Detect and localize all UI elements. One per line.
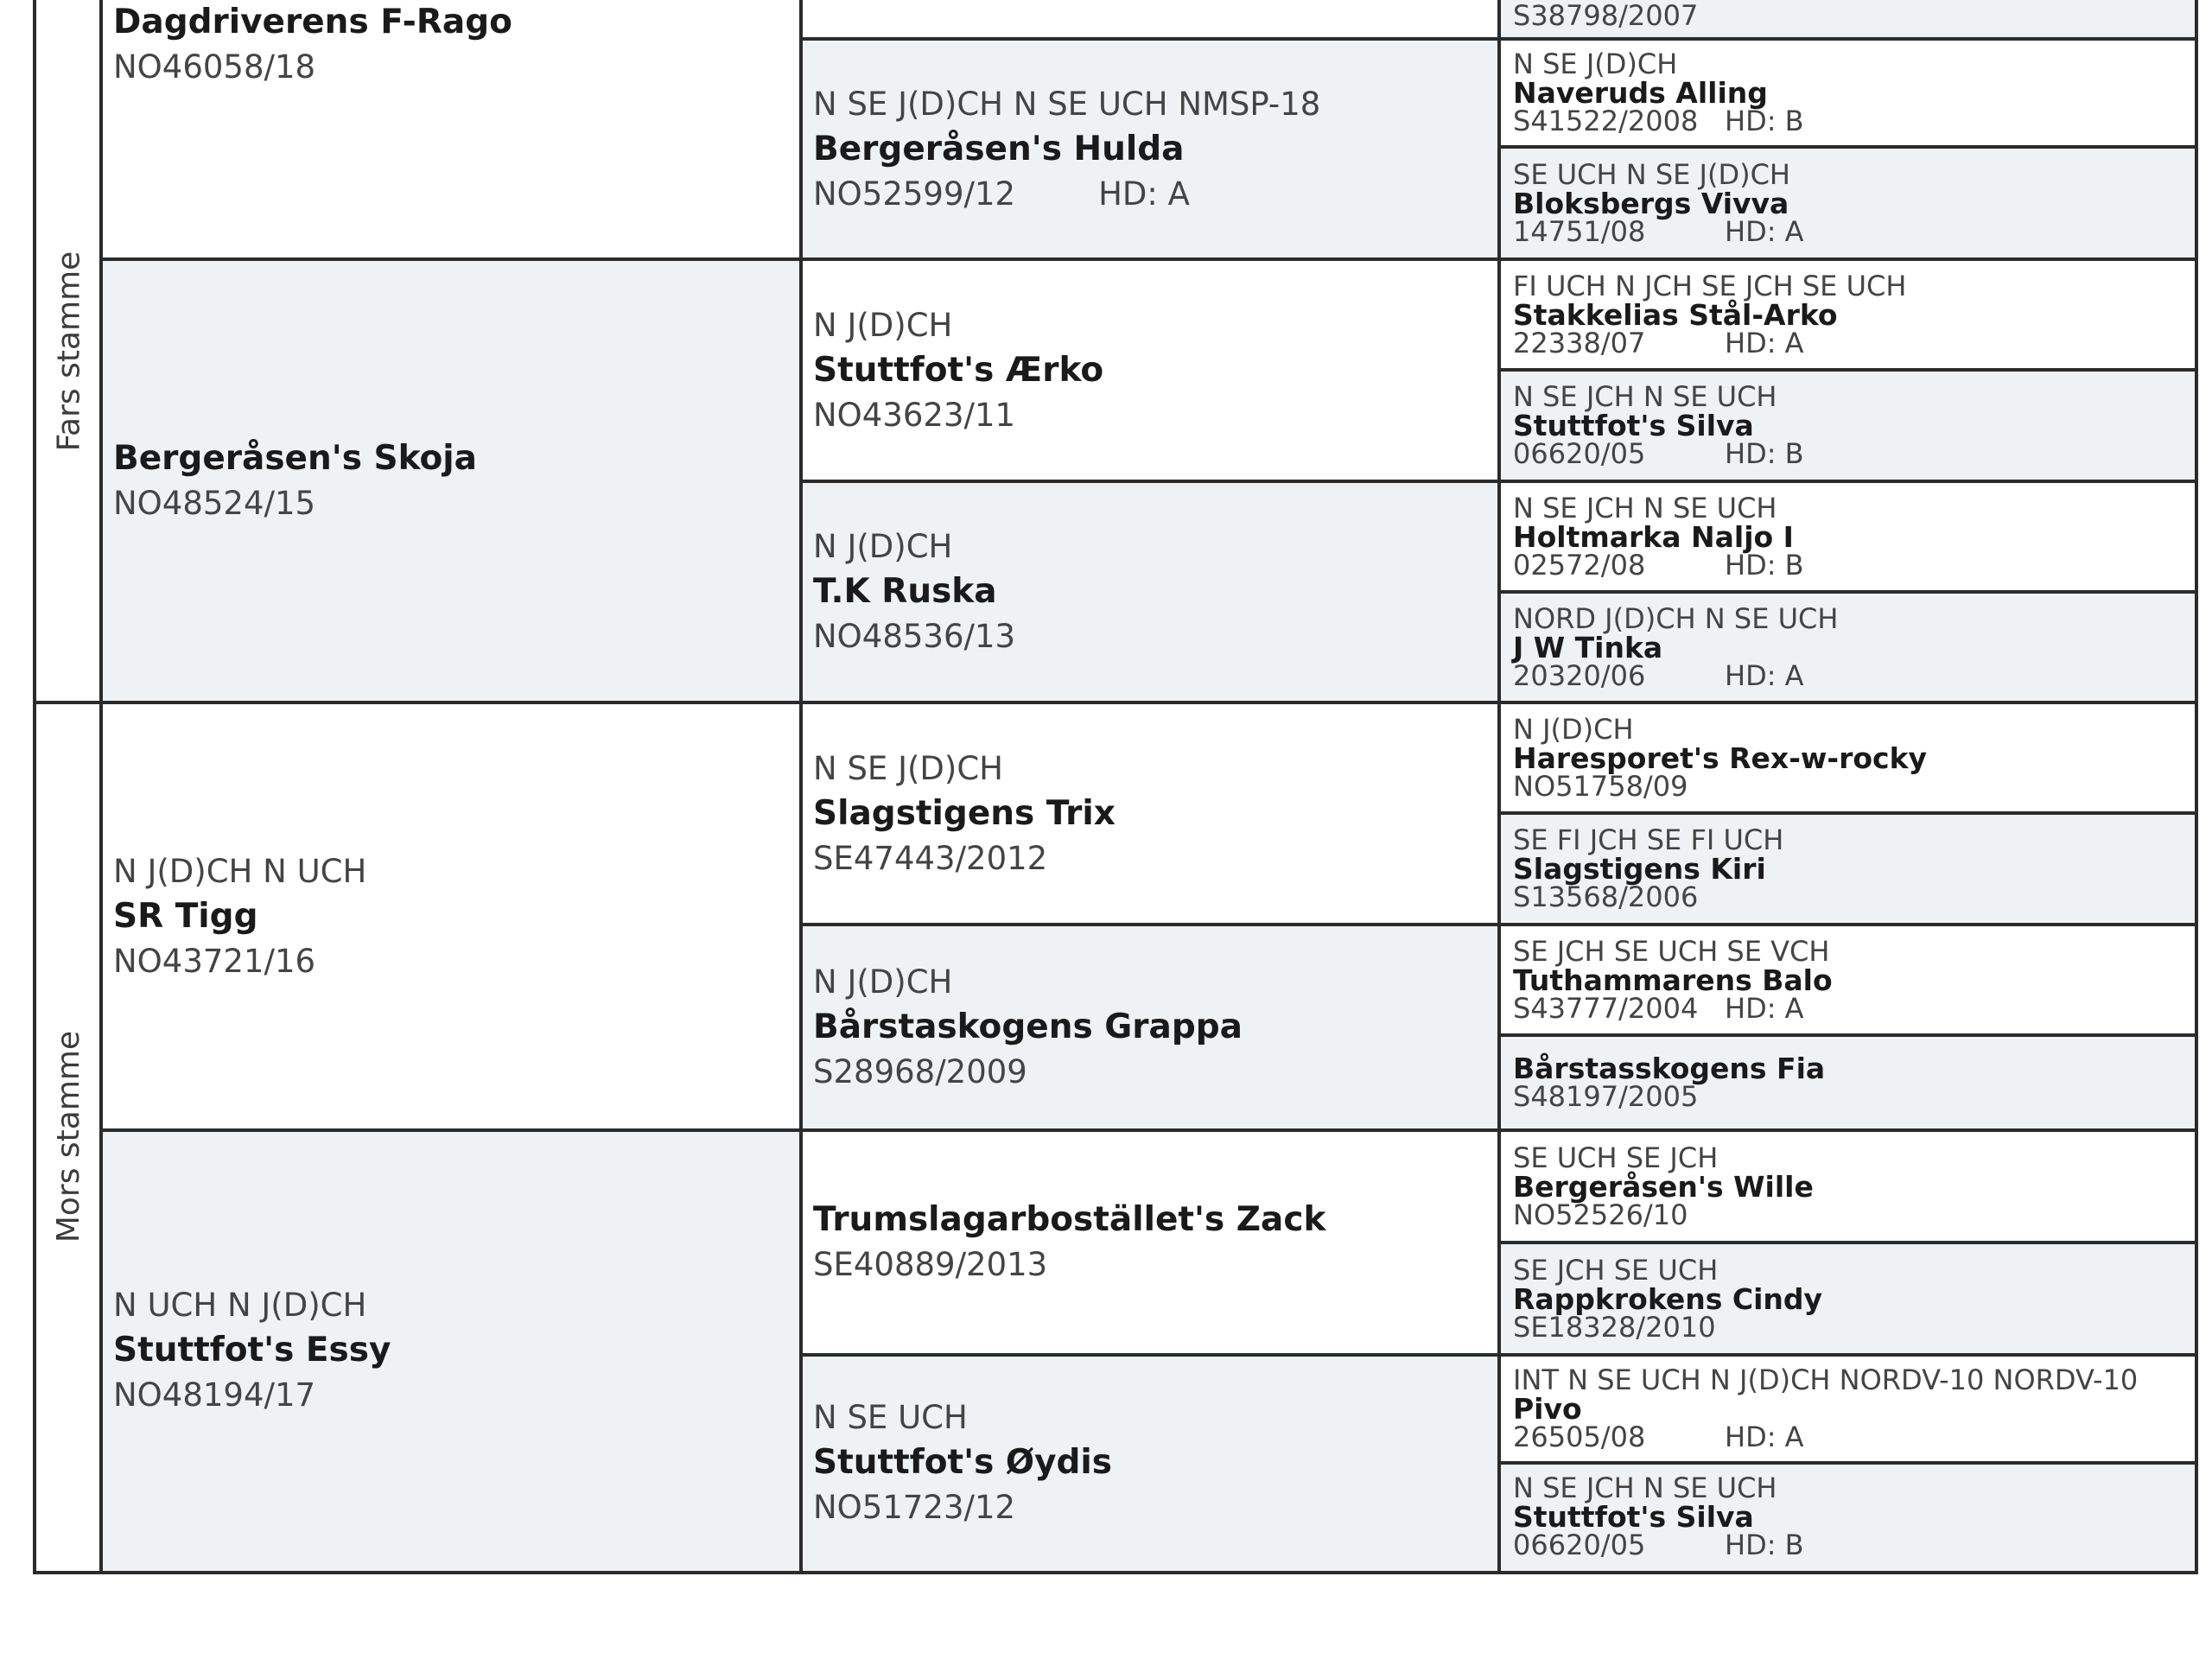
gen3-cell-4 (1499, 259, 2195, 370)
dog-reg-row (1513, 1531, 2195, 1560)
grid-line (799, 37, 2198, 41)
grid-line (799, 1353, 2198, 1357)
dog-title: N J(D)CH (813, 963, 953, 1001)
dog-title: N SE JCH N SE UCH (1513, 380, 1777, 413)
dog-hd: HD: A (1725, 991, 1804, 1025)
dog-name: Bårstasskogens Fia (1513, 1052, 1826, 1085)
dog-reg-row (1513, 1198, 2195, 1231)
grid-line (799, 923, 2198, 926)
dog-name: Stuttfot's Essy (113, 1331, 391, 1370)
dam-side-text: Mors stamme (51, 1030, 86, 1243)
dog-reg: NO51758/09 (1513, 769, 1688, 803)
dog-reg-row (1513, 107, 2195, 136)
dog-title: N SE UCH (813, 1399, 968, 1436)
dog-name: Rappkrokens Cindy (1513, 1281, 1823, 1316)
dog-reg: NO52599/12 (813, 175, 1016, 213)
dog-title: N J(D)CH (1513, 712, 1634, 746)
gen1-cell-dam (101, 1130, 801, 1571)
dog-reg: SE18328/2010 (1513, 1310, 1716, 1344)
gen3-cell-12 (1499, 1130, 2195, 1243)
dog-reg-row (1513, 1080, 2195, 1113)
gen2-cell-7 (801, 1130, 1499, 1355)
gen2-cell-4 (801, 481, 1499, 702)
dog-hd: HD: A (1725, 1421, 1804, 1453)
grid-line (1497, 0, 1501, 1574)
grid-line (1497, 368, 2198, 372)
gen3-cell-2 (1499, 39, 2195, 147)
grid-line (799, 0, 803, 1574)
dog-reg: S41522/2008 (1513, 105, 1699, 137)
dog-hd: HD: A (1725, 326, 1804, 359)
dog-reg: 22338/07 (1513, 326, 1646, 359)
dog-title: SE UCH N SE J(D)CH (1513, 157, 1790, 191)
grid-line (1497, 1241, 2198, 1244)
grid-line (1497, 145, 2198, 149)
gen2-cell-2 (801, 39, 1499, 259)
dog-name: Stuttfot's Silva (1513, 1500, 1754, 1534)
dog-hd: HD: A (1725, 214, 1804, 248)
dog-title: SE FI JCH SE FI UCH (1513, 823, 1784, 856)
gen3-cell-9 (1499, 813, 2195, 925)
dog-reg: S13568/2006 (1513, 880, 1699, 913)
dog-name: Haresporet's Rex-w-rocky (1513, 741, 1928, 775)
dog-name: Holtmarka Naljo I (1513, 519, 1794, 554)
grid-line (1497, 1461, 2198, 1465)
dog-name: Bloksbergs Vivva (1513, 186, 1789, 220)
gen3-cell-15 (1499, 1463, 2195, 1571)
dog-reg: S43777/2004 (1513, 991, 1699, 1025)
dog-reg: SE40889/2013 (813, 1246, 1048, 1283)
dog-reg-row (1513, 658, 2195, 692)
grid-line (99, 257, 2198, 261)
dog-reg: SE47443/2012 (813, 839, 1048, 877)
dog-reg: S48197/2005 (1513, 1080, 1699, 1113)
dog-name: Bergeråsen's Wille (1513, 1169, 1814, 1204)
dog-name: Stuttfot's Øydis (813, 1443, 1112, 1482)
dog-title: INT N SE UCH N J(D)CH NORDV-10 NORDV-10 (1513, 1363, 2139, 1396)
gen3-cell-14 (1499, 1355, 2195, 1463)
dog-reg-row (1513, 1310, 2195, 1344)
dog-name: T.K Ruska (813, 572, 997, 611)
dog-reg: 20320/06 (1513, 658, 1646, 692)
dog-name: Tuthammarens Balo (1513, 963, 1833, 997)
dog-reg-row (813, 172, 1499, 217)
dog-reg-row (1513, 437, 2195, 470)
gen3-cell-5 (1499, 370, 2195, 481)
dam-side-label (36, 702, 101, 1571)
dog-reg-row (1513, 991, 2195, 1025)
dog-hd: HD: A (1725, 658, 1804, 692)
dog-title: SE UCH SE JCH (1513, 1141, 1719, 1174)
dog-reg-row (1513, 2, 2195, 30)
gen2-cell-6 (801, 925, 1499, 1130)
dog-reg: NO43721/16 (113, 942, 316, 980)
dog-name: SR Tigg (113, 896, 258, 936)
sire-side-label (36, 0, 101, 702)
dog-title: N SE J(D)CH N SE UCH NMSP-18 (813, 85, 1321, 123)
dog-title: N J(D)CH (813, 528, 953, 565)
grid-line (99, 1128, 2198, 1132)
dog-name: Slagstigens Trix (813, 793, 1116, 833)
dog-reg-row (1513, 548, 2195, 582)
dog-reg: S38798/2007 (1513, 0, 1699, 32)
dog-title: SE JCH SE UCH SE VCH (1513, 934, 1830, 968)
gen1-cell-sire (101, 0, 801, 259)
dog-reg-row (1513, 880, 2195, 913)
gen1-cell-sire-dam (101, 259, 801, 702)
dog-hd: HD: A (1098, 175, 1190, 213)
grid-line (799, 480, 2198, 483)
dog-reg-row (1513, 1423, 2195, 1452)
dog-hd: HD: B (1725, 1529, 1804, 1561)
dog-reg-row (1513, 769, 2195, 803)
dog-title: N SE J(D)CH (813, 749, 1003, 787)
dog-reg-row (1513, 326, 2195, 359)
gen3-cell-1 (1499, 0, 2195, 39)
dog-name: Pivo (1513, 1392, 1582, 1426)
gen2-cell-8 (801, 1355, 1499, 1571)
dog-title: N SE J(D)CH (1513, 48, 1678, 80)
dog-name: J W Tinka (1513, 630, 1663, 664)
dog-name: Bårstaskogens Grappa (813, 1007, 1243, 1046)
grid-line (1497, 590, 2198, 594)
gen2-cell-3 (801, 259, 1499, 481)
grid-line (33, 0, 36, 1574)
sire-side-text: Fars stamme (51, 251, 86, 452)
dog-title: FI UCH N JCH SE JCH SE UCH (1513, 269, 1907, 302)
dog-name: Bergeråsen's Skoja (113, 438, 477, 478)
gen2-cell-5 (801, 702, 1499, 925)
grid-line (1497, 811, 2198, 815)
dog-reg: 06620/05 (1513, 437, 1646, 470)
dog-reg: 06620/05 (1513, 1529, 1646, 1561)
dog-reg: NO46058/18 (113, 48, 316, 86)
dog-name: Stakkelias Stål-Arko (1513, 297, 1838, 332)
dog-title: NORD J(D)CH N SE UCH (1513, 601, 1839, 635)
dog-name: Stuttfot's Ærko (813, 350, 1104, 390)
gen3-cell-11 (1499, 1035, 2195, 1130)
gen3-cell-7 (1499, 592, 2195, 702)
gen3-cell-6 (1499, 481, 2195, 592)
dog-reg: 02572/08 (1513, 548, 1646, 582)
dog-reg: 26505/08 (1513, 1421, 1646, 1453)
dog-reg: NO48194/17 (113, 1376, 316, 1414)
dog-title: N J(D)CH (813, 306, 953, 344)
dog-name: Slagstigens Kiri (1513, 852, 1766, 886)
dog-reg: NO51723/12 (813, 1489, 1016, 1526)
grid-line (1497, 1033, 2198, 1037)
dog-reg: 14751/08 (1513, 214, 1646, 248)
dog-title: N J(D)CH N UCH (113, 852, 367, 890)
dog-reg-row (1513, 214, 2195, 248)
gen1-cell-dam-sire (101, 702, 801, 1130)
grid-line (33, 1571, 2198, 1574)
dog-title: SE JCH SE UCH (1513, 1253, 1719, 1287)
dog-reg: NO43623/11 (813, 396, 1016, 434)
grid-line (2195, 0, 2198, 1574)
dog-hd: HD: B (1725, 105, 1804, 137)
gen3-cell-10 (1499, 925, 2195, 1035)
gen2-cell-1 (801, 0, 1499, 39)
dog-name: Stuttfot's Silva (1513, 409, 1754, 442)
gen3-cell-13 (1499, 1243, 2195, 1355)
dog-title: N SE JCH N SE UCH (1513, 491, 1777, 524)
dog-name: Dagdriverens F-Rago (113, 3, 512, 41)
dog-reg: NO52526/10 (1513, 1198, 1688, 1231)
gen3-cell-3 (1499, 147, 2195, 259)
dog-hd: HD: B (1725, 548, 1804, 582)
dog-reg: NO48524/15 (113, 484, 316, 522)
dog-title: N UCH N J(D)CH (113, 1287, 367, 1324)
gen3-cell-8 (1499, 702, 2195, 813)
dog-reg: S28968/2009 (813, 1053, 1027, 1090)
dog-title: N SE JCH N SE UCH (1513, 1471, 1777, 1504)
grid-line (33, 701, 2198, 704)
grid-line (99, 0, 103, 1574)
dog-hd: HD: B (1725, 437, 1804, 470)
dog-name: Trumslagarbostället's Zack (813, 1200, 1326, 1239)
dog-name: Bergeråsen's Hulda (813, 129, 1185, 168)
dog-reg: NO48536/13 (813, 618, 1016, 655)
dog-name: Naveruds Alling (1513, 76, 1768, 110)
